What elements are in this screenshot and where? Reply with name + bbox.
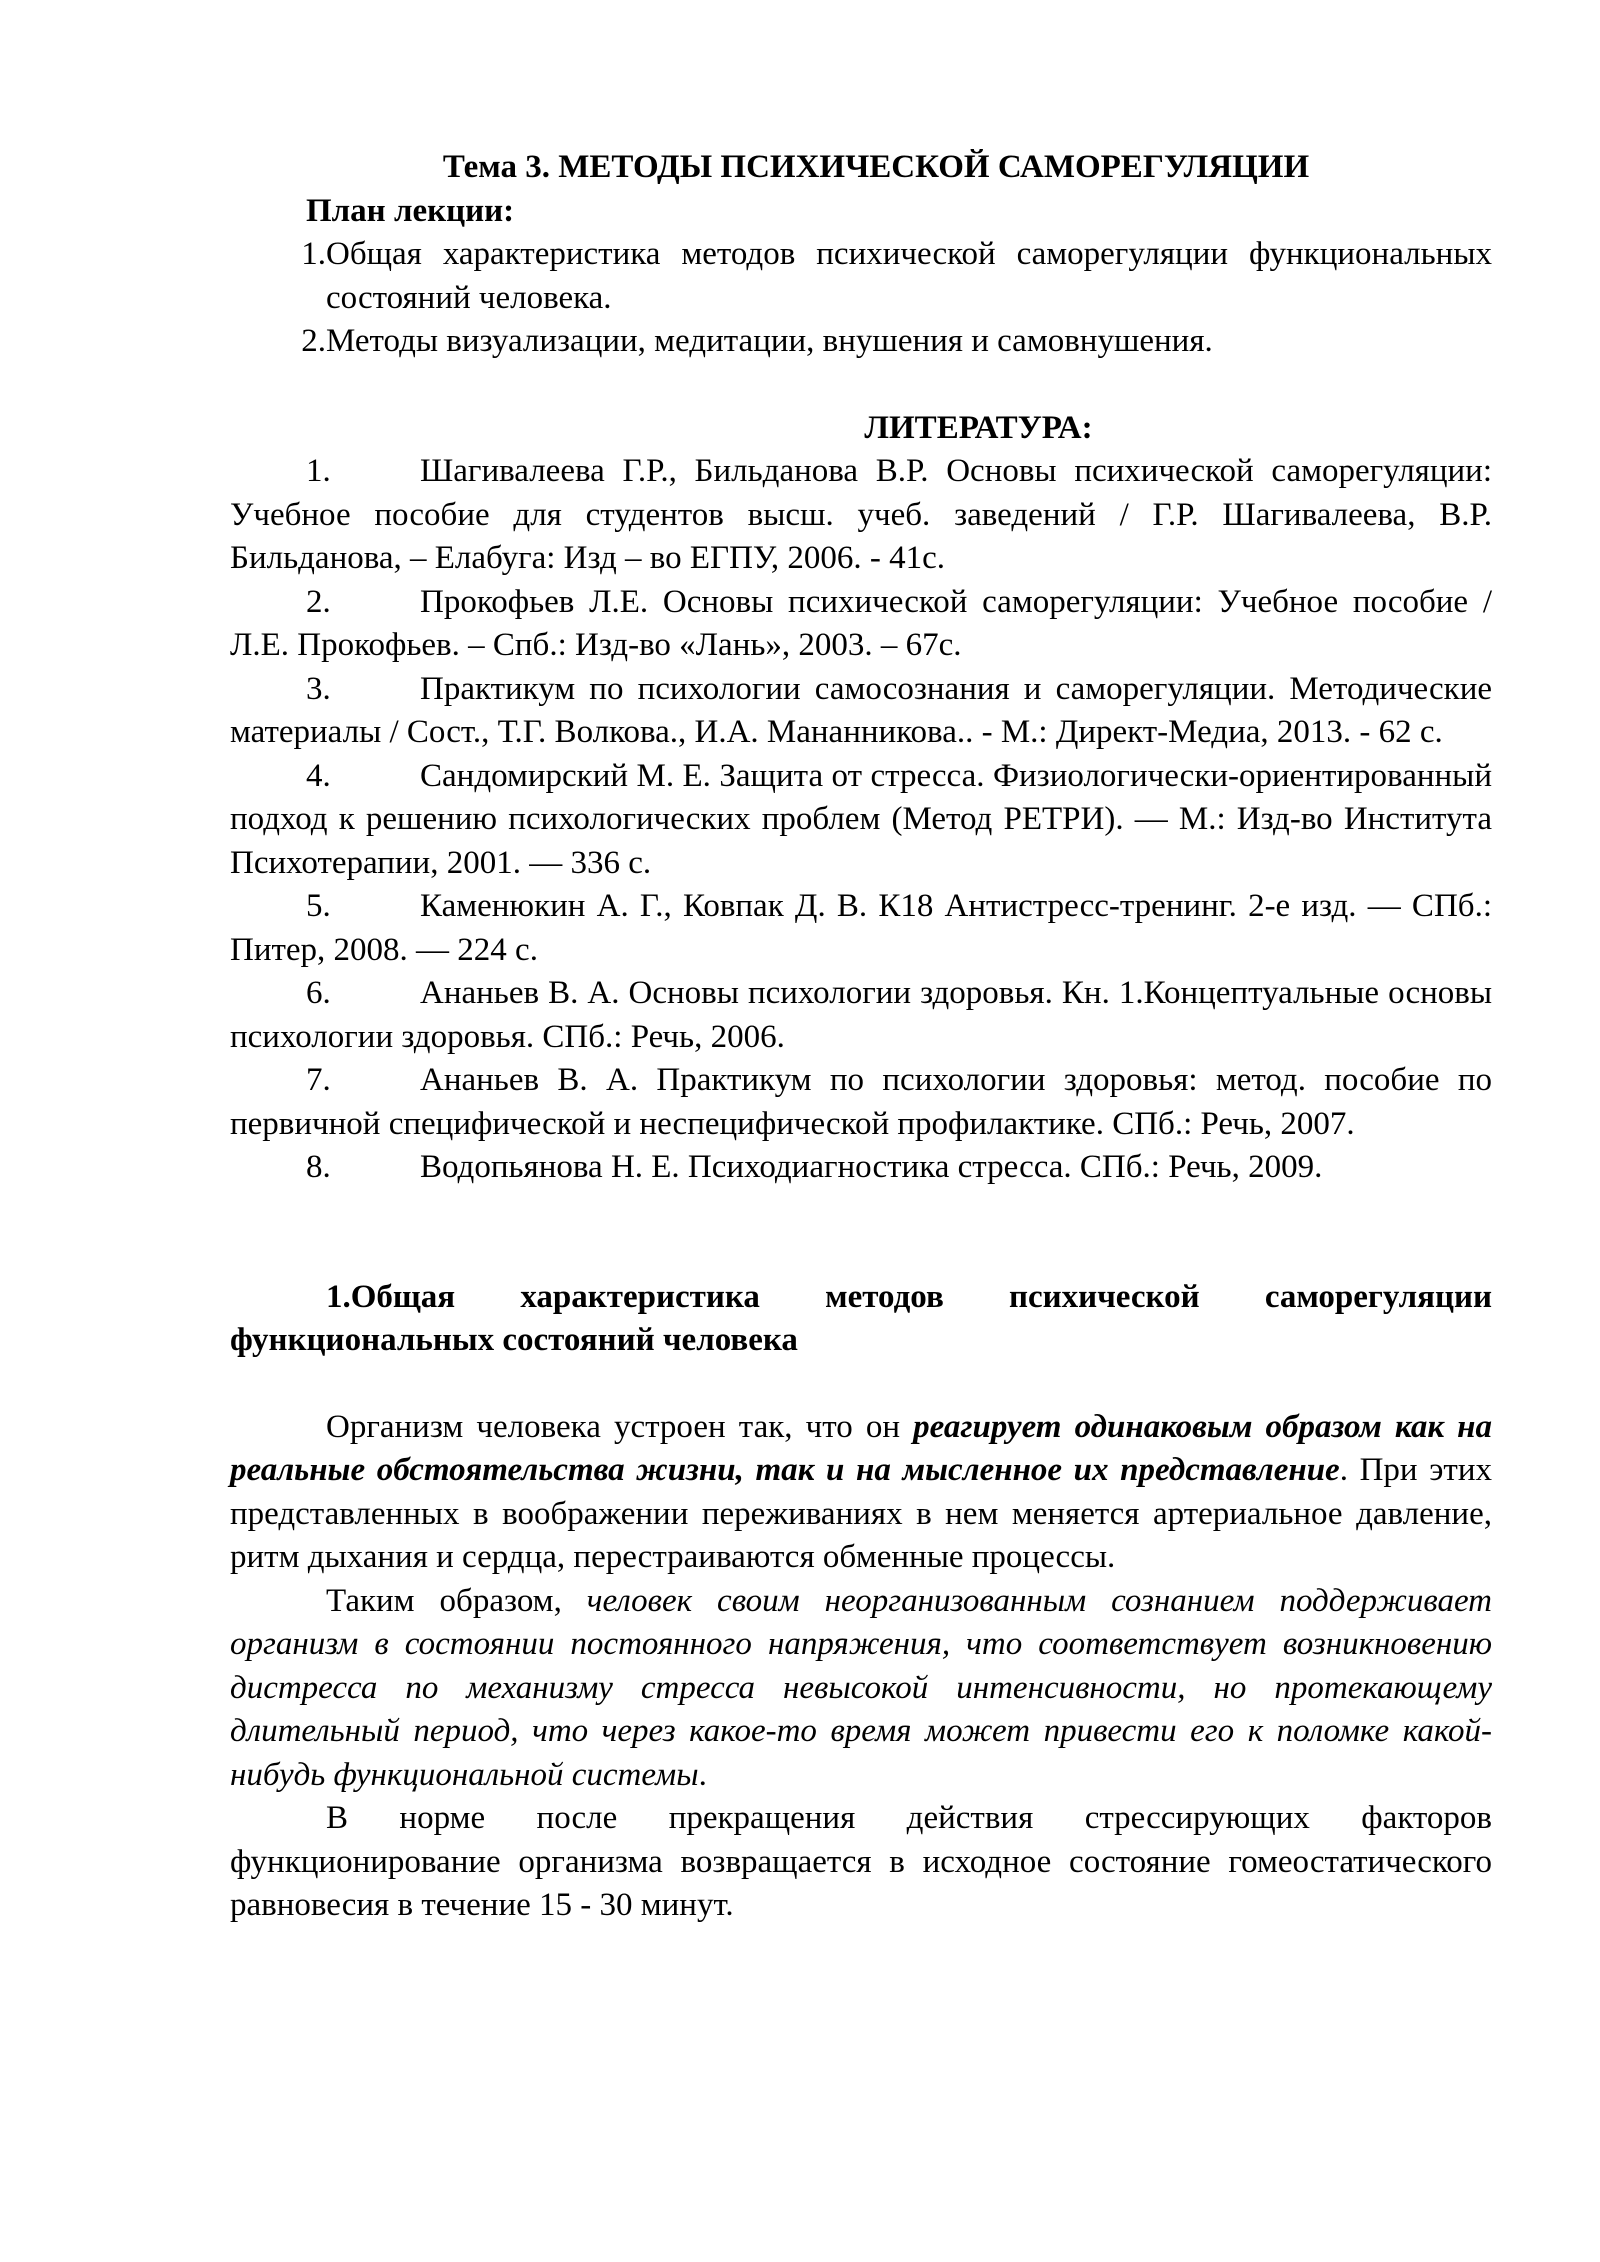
reference-text: Водопьянова Н. Е. Психодиагностика стресса. СПб.: Речь, 2009. [420,1149,1323,1185]
reference-item [230,885,1492,972]
reference-item [230,755,1492,886]
body-paragraph: В норме после прекращения действия стрессирующих факторов функционирование организма возвращается в исходное состояние гомеостатического равновесия в течение 15 - 30 минут. [230,1800,1492,1923]
reference-number: 8. [306,1149,331,1185]
plan-item-text: Методы визуализации, медитации, внушения и самовнушения. [326,323,1213,359]
reference-number: 6. [306,975,331,1011]
reference-number: 7. [306,1062,331,1098]
plan-item [275,233,1492,320]
plan-heading: План лекции: [306,192,515,229]
reference-number: 5. [306,888,331,924]
reference-text: Сандомирский М. Е. Защита от стресса. Физиологически-ориентированный подход к решению психологических проблем (Метод РЕТРИ). — М.: Изд-во Института Психотерапии, 2001. — 336 с. [230,757,1492,881]
reference-item [230,1146,1492,1190]
reference-number: 3. [306,670,331,707]
section-heading: 1.Общая характеристика методов психической саморегуляции функциональных состояний человека [230,1278,1492,1358]
reference-text: Ананьев В. А. Основы психологии здоровья. Кн. 1.Концептуальные основы психологии здоровья. СПб.: Речь, 2006. [230,975,1492,1055]
reference-number: 1. [306,453,331,489]
reference-text: Каменюкин А. Г., Ковпак Д. В. К18 Антистресс-тренинг. 2-е изд. — СПб.: Питер, 2008. — 224 с. [230,888,1492,968]
reference-item [230,450,1492,581]
literature-heading: ЛИТЕРАТУРА: [864,409,1093,446]
italic-text: человек своим неорганизованным сознанием поддерживает организм в состоянии постоянного напряжения, что соответствует возникновению дистресса по механизму стресса невысокой интенсивности, но протекающему длительный период, что через какое-то время может привести его к поломке какой-нибудь функциональной системы [230,1582,1492,1793]
paragraph-text: Организм человека устроен так, что он [326,1408,914,1445]
plan-item-number: 1. [301,236,326,272]
plan-item-text: Общая характеристика методов психической саморегуляции функциональных состояний человека. [326,236,1492,316]
paragraph-text: Таким образом, [326,1582,587,1619]
reference-item [230,1059,1492,1146]
paragraph-text: . [698,1756,707,1793]
reference-number: 2. [306,583,331,620]
reference-number: 4. [306,757,331,794]
reference-item [230,668,1492,755]
emphasis-text: реагирует одинаковым образом как на реальные обстоятельства жизни, так и на мысленное их представление [230,1408,1493,1488]
reference-text: Ананьев В. А. Практикум по психологии здоровья: метод. пособие по первичной специфической и неспецифической профилактике. СПб.: Речь, 2007. [230,1062,1492,1142]
reference-item [230,581,1492,668]
reference-item [230,972,1492,1059]
plan-item-number: 2. [301,323,326,359]
reference-text: Прокофьев Л.Е. Основы психической саморегуляции: Учебное пособие /Л.Е. Прокофьев. – Спб.: Изд-во «Лань», 2003. – 67с. [230,583,1492,663]
page-title: Тема 3. МЕТОДЫ ПСИХИЧЕСКОЙ САМОРЕГУЛЯЦИИ [442,149,1310,185]
reference-text: Шагивалеева Г.Р., Бильданова В.Р. Основы психической саморегуляции: Учебное пособие для студентов высш. учеб. заведений / Г.Р. Шагивалеева, В.Р. Бильданова, – Елабуга: Изд – во ЕГПУ, 2006. - 41с. [230,453,1492,576]
paragraph-text: . При этих представленных в воображении переживаниях в нем меняется артериальное давление, ритм дыхания и сердца, перестраиваются обменные процессы. [230,1452,1492,1575]
plan-item [275,320,1492,364]
reference-text: Практикум по психологии самосознания и саморегуляции. Методические материалы / Сост., Т.Г. Волкова., И.А. Мананникова.. - М.: Директ-Медиа, 2013. - 62 с. [230,670,1492,750]
body-paragraph [230,1580,1492,1798]
body-paragraph [230,1406,1492,1580]
document-content [230,146,1492,1928]
